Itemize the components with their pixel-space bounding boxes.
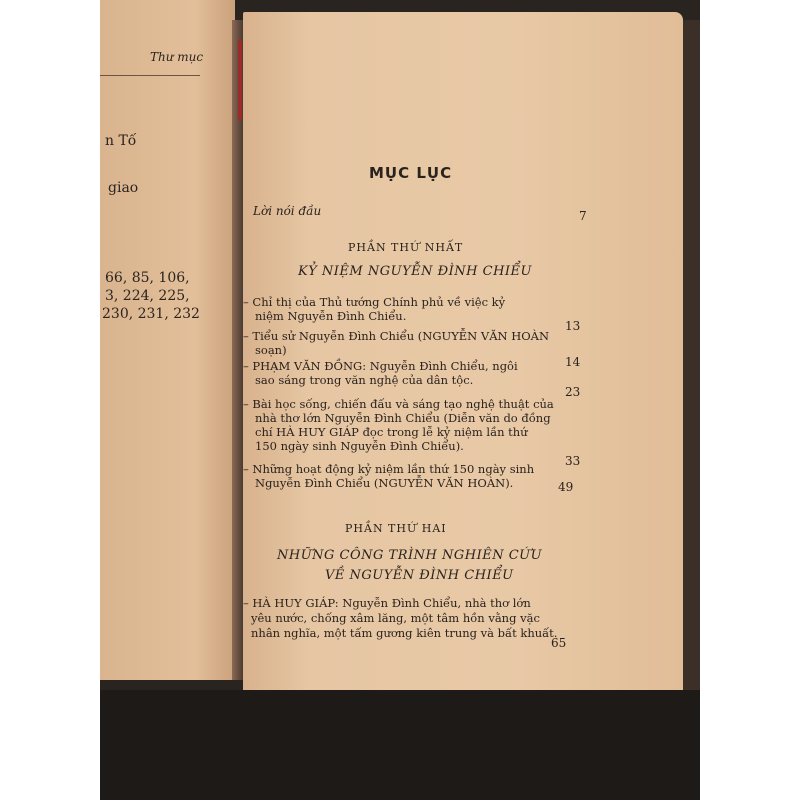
entry-line: – Những hoạt động kỷ niệm lần thứ 150 ngày sinh xyxy=(243,462,535,476)
entry-line: – Chỉ thị của Thủ tướng Chính phủ về việc kỷ xyxy=(243,295,506,309)
part2-heading: PHẦN THỨ HAI xyxy=(345,522,447,535)
part1-title: KỶ NIỆM NGUYỄN ĐÌNH CHIỂU xyxy=(298,264,533,279)
toc-page xyxy=(243,12,683,702)
left-page-rule xyxy=(100,75,200,76)
entry-line: – Tiểu sử Nguyễn Đình Chiểu (NGUYỄN VĂN HOÀN xyxy=(243,329,550,343)
entry-line: Nguyễn Đình Chiểu (NGUYỄN VĂN HOÀN). xyxy=(255,476,514,490)
part2-title-line2: VỀ NGUYỄN ĐÌNH CHIỂU xyxy=(325,568,514,583)
preface-label: Lời nói đầu xyxy=(253,204,322,218)
book-photo xyxy=(100,0,700,800)
left-fragment: 230, 231, 232 xyxy=(102,306,200,322)
toc-title: MỤC LỤC xyxy=(369,164,453,182)
cover-edge xyxy=(238,40,242,120)
left-fragment: giao xyxy=(108,180,139,196)
entry-page: 65 xyxy=(551,636,567,650)
entry-page: 13 xyxy=(565,319,581,333)
entry-line: – HÀ HUY GIÁP: Nguyễn Đình Chiểu, nhà thơ lớn xyxy=(243,596,531,610)
entry-line: sao sáng trong văn nghệ của dân tộc. xyxy=(255,373,474,387)
entry-line: yêu nước, chống xâm lăng, một tâm hồn vằng vặc xyxy=(251,611,540,625)
entry-line: nhà thơ lớn Nguyễn Đình Chiểu (Diễn văn do đồng xyxy=(255,411,551,425)
entry-page: 14 xyxy=(565,355,581,369)
left-fragment: n Tố xyxy=(105,133,137,149)
entry-line: chí HÀ HUY GIÁP đọc trong lễ kỷ niệm lần thứ xyxy=(255,425,528,439)
entry-line: nhân nghĩa, một tấm gương kiên trung và bất khuất. xyxy=(251,626,558,640)
left-page xyxy=(100,0,235,680)
entry-line: 150 ngày sinh Nguyễn Đình Chiểu). xyxy=(255,439,464,453)
left-page-header: Thư mục xyxy=(150,50,204,64)
left-fragment: 66, 85, 106, xyxy=(105,270,190,286)
part2-title-line1: NHỮNG CÔNG TRÌNH NGHIÊN CỨU xyxy=(277,548,543,563)
entry-page: 49 xyxy=(558,480,574,494)
entry-line: – PHẠM VĂN ĐỒNG: Nguyễn Đình Chiểu, ngôi xyxy=(243,359,518,373)
left-fragment: 3, 224, 225, xyxy=(105,288,190,304)
entry-line: niệm Nguyễn Đình Chiểu. xyxy=(255,309,407,323)
entry-line: – Bài học sống, chiến đấu và sáng tạo nghệ thuật của xyxy=(243,397,554,411)
preface-page: 7 xyxy=(579,209,587,223)
table-surface xyxy=(100,690,700,800)
entry-line: soạn) xyxy=(255,343,287,357)
part1-heading: PHẦN THỨ NHẤT xyxy=(348,241,464,254)
entry-page: 23 xyxy=(565,385,581,399)
entry-page: 33 xyxy=(565,454,581,468)
